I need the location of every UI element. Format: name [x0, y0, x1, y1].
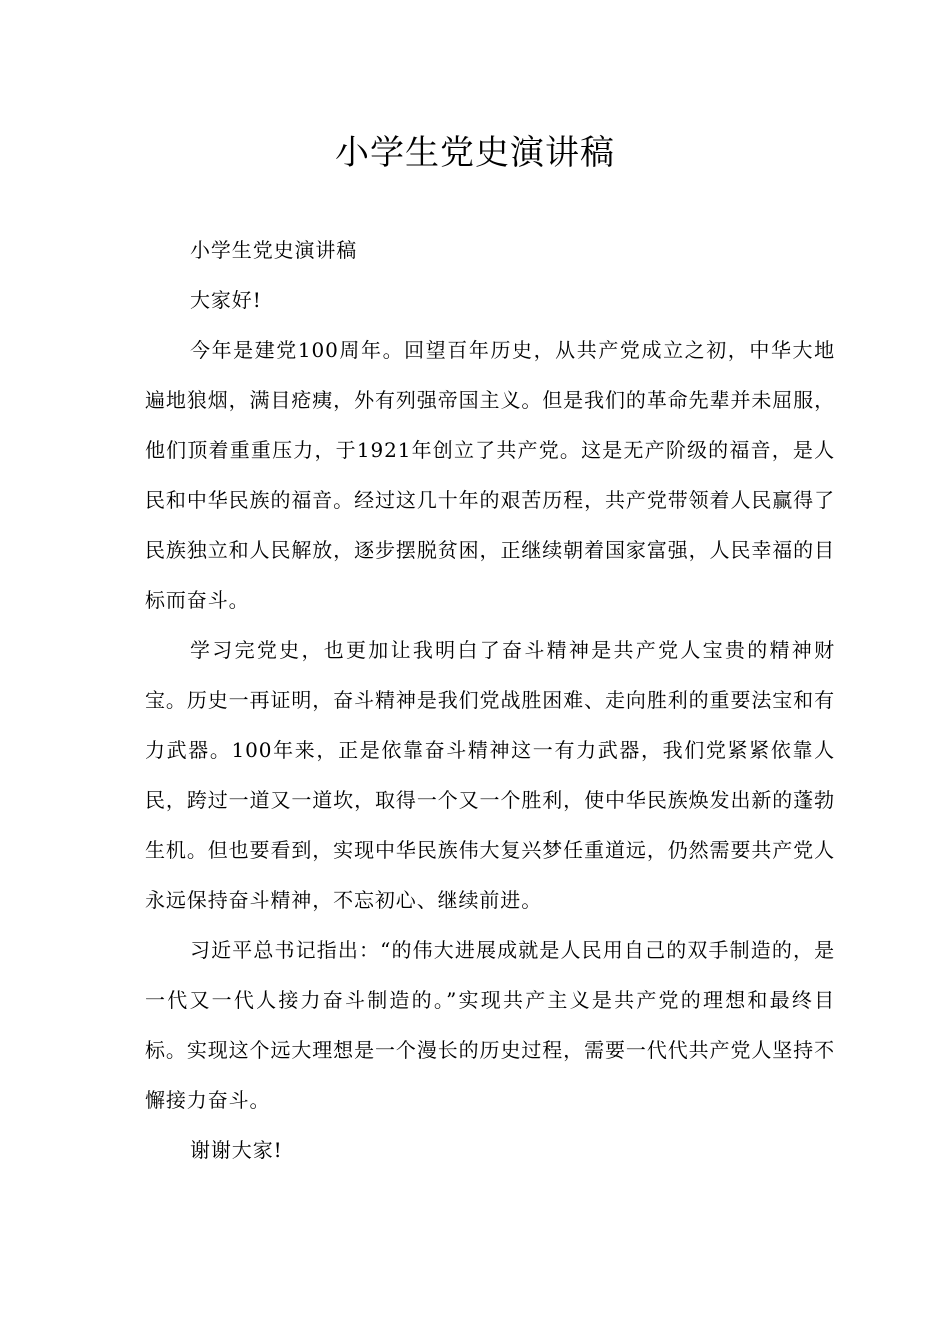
document-body	[145, 225, 835, 1175]
document-title: 小学生党史演讲稿	[335, 133, 615, 173]
closing-paragraph: 谢谢大家!	[190, 1138, 283, 1162]
body-paragraph: 学习完党史，也更加让我明白了奋斗精神是共产党人宝贵的精神财宝。历史一再证明，奋斗精神是我们党战胜困难、走向胜利的重要法宝和有力武器。100年来，正是依靠奋斗精神这一有力武器，我们党紧紧依靠人民，跨过一道又一道坎，取得一个又一个胜利，使中华民族焕发出新的蓬勃生机。但也要看到，实现中华民族伟大复兴梦任重道远，仍然需要共产党人永远保持奋斗精神，不忘初心、继续前进。	[145, 638, 835, 912]
greeting-paragraph: 大家好!	[190, 288, 262, 312]
body-paragraph: 习近平总书记指出：“的伟大进展成就是人民用自己的双手制造的，是一代又一代人接力奋斗制造的。”实现共产主义是共产党的理想和最终目标。实现这个远大理想是一个漫长的历史过程，需要一代代共产党人坚持不懈接力奋斗。	[145, 938, 835, 1112]
body-paragraph: 今年是建党100周年。回望百年历史，从共产党成立之初，中华大地遍地狼烟，满目疮痍，外有列强帝国主义。但是我们的革命先辈并未屈服，他们顶着重重压力，于1921年创立了共产党。这是无产阶级的福音，是人民和中华民族的福音。经过这几十年的艰苦历程，共产党带领着人民赢得了民族独立和人民解放，逐步摆脱贫困，正继续朝着国家富强，人民幸福的目标而奋斗。	[145, 338, 835, 612]
subtitle-paragraph: 小学生党史演讲稿	[190, 238, 358, 262]
